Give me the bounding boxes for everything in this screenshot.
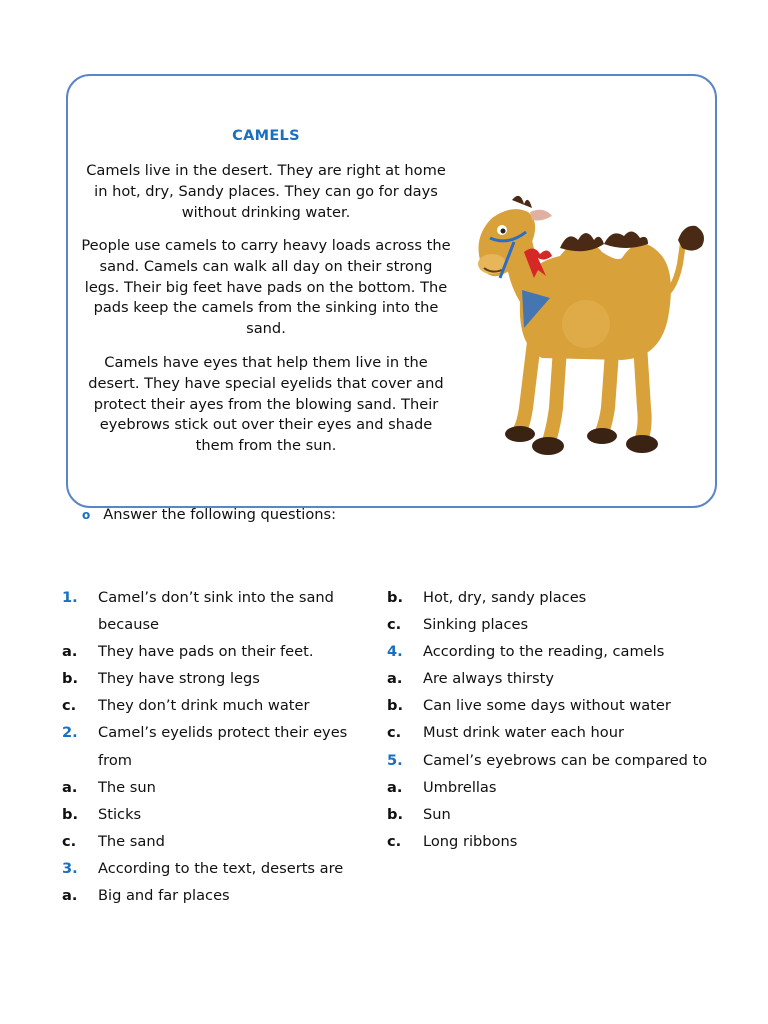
option-text: Can live some days without water [423,697,671,715]
question-number: 3. [62,859,78,877]
instruction-text: Answer the following questions: [103,506,337,523]
option-letter: c. [62,832,77,850]
option-text: Long ribbons [423,832,518,850]
option-text: Umbrellas [423,778,497,796]
option-letter: b. [387,697,403,715]
answer-option [387,801,717,828]
option-letter: c. [387,724,402,742]
option-letter: b. [62,670,78,688]
reading-title: CAMELS [232,128,300,144]
question-text: Camel’s eyelids protect their eyes from [98,724,348,769]
option-text: Are always thirsty [423,670,555,688]
question-item [62,855,362,882]
option-letter: b. [62,805,78,823]
question-number: 4. [387,643,403,661]
instruction [82,506,336,523]
question-item [387,638,717,665]
instruction-bullet: o [82,508,91,522]
option-letter: a. [62,643,78,661]
option-letter: a. [387,778,403,796]
question-item [387,747,717,774]
option-letter: a. [387,670,403,688]
answer-option [387,584,717,611]
option-text: Must drink water each hour [423,724,624,742]
answer-option [387,719,717,746]
option-text: The sun [98,778,156,796]
question-text: Camel’s don’t sink into the sand because [98,589,334,634]
reading-paragraph-2: People use camels to carry heavy loads across the sand. Camels can walk all day on their strong legs. Their big feet have pads on the bottom. The pads keep the camels from the sinking into the sand. [81,237,451,338]
option-text: Sun [423,805,451,823]
answer-option [62,801,362,828]
option-text: Hot, dry, sandy places [423,589,587,606]
answer-option [62,882,362,909]
questions-right-column [387,584,717,855]
option-text: They don’t drink much water [98,697,310,715]
option-text: Big and far places [98,887,230,905]
option-letter: c. [62,697,77,715]
question-text: According to the text, deserts are [98,859,344,877]
camel-illustration [462,182,712,464]
answer-option [62,774,362,801]
answer-option [387,692,717,719]
question-item [62,719,362,773]
question-item [62,584,362,638]
option-letter: c. [387,832,402,850]
answer-option [62,692,362,719]
option-letter: b. [387,805,403,823]
option-text: They have strong legs [98,670,260,688]
question-number: 2. [62,724,78,742]
option-text: Sinking places [423,616,529,634]
answer-option [387,611,717,638]
answer-option [387,774,717,801]
answer-option [62,665,362,692]
answer-option [62,638,362,665]
option-text: They have pads on their feet. [98,643,314,661]
option-text: Sticks [98,805,142,823]
answer-option [387,665,717,692]
answer-option [387,828,717,855]
questions-left-column [62,584,362,909]
answer-option [62,828,362,855]
question-text: According to the reading, camels [423,643,665,661]
reading-paragraph-1: Camels live in the desert. They are right at home in hot, dry, Sandy places. They can go for days without drinking water. [86,162,446,221]
reading-paragraph-3: Camels have eyes that help them live in the desert. They have special eyelids that cover and protect their ayes from the blowing sand. Their eyebrows stick out over their eyes and shade them from the sun. [88,354,444,455]
question-number: 1. [62,589,78,606]
option-letter: b. [387,589,403,606]
option-letter: a. [62,887,78,905]
option-letter: a. [62,778,78,796]
option-text: The sand [98,832,165,850]
question-text: Camel’s eyebrows can be compared to [423,751,708,769]
question-number: 5. [387,751,403,769]
option-letter: c. [387,616,402,634]
